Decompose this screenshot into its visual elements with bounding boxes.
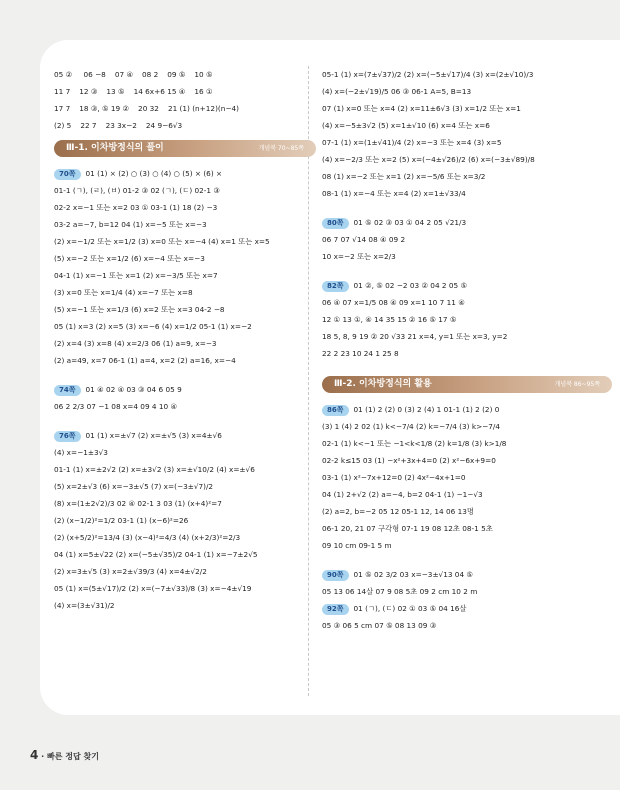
answer-line [54, 335, 316, 352]
answer-text: (4) x=(3±√31)/2 [54, 601, 115, 610]
answer-row [54, 83, 316, 100]
answer-text: (3) 1 (4) 2 02 (1) k<−7/4 (2) k=−7/4 (3) k>−7/4 [322, 422, 501, 431]
answer-line: 08-1 (1) x=−4 또는 x=4 (2) x=1±√33/4 [322, 189, 466, 198]
answer-line [322, 520, 612, 537]
answer-text: 04 (1) 2+√2 (2) a=−4, b=2 04-1 (1) −1−√3 [322, 490, 483, 499]
answer-item: 24 9−6√3 [145, 121, 183, 130]
answer-line [54, 529, 316, 546]
answer-sheet [40, 40, 620, 715]
answer-line [54, 182, 316, 199]
answer-line: 05-1 (1) x=(7±√37)/2 (2) x=(−5±√17)/4 (3) x=(2±√10)/3 [322, 70, 534, 79]
answer-text: 01 ⑤ 02 ③ 03 ① 04 2 05 √21/3 [353, 218, 467, 227]
answer-item: 17 7 [54, 104, 71, 113]
answer-line [54, 398, 316, 415]
answer-item: 12 ③ [79, 87, 98, 96]
answer-text: (8) x=(1±2√2)/3 02 ④ 02-1 3 03 (1) (x+4)²=7 [54, 499, 222, 508]
answer-text: 06 ④ 07 x=1/5 08 ④ 09 x=1 10 7 11 ④ [322, 298, 465, 307]
answer-item: 16 ① [194, 87, 213, 96]
answer-line: (4) x=(−2±√19)/5 06 ③ 06-1 A=5, B=13 [322, 87, 472, 96]
answer-line [54, 597, 316, 614]
answer-text: 10 x=−2 또는 x=2/3 [322, 252, 396, 261]
answer-text: 18 5, 8, 9 19 ② 20 √33 21 x=4, y=1 또는 x=3, y=2 [322, 332, 508, 341]
answer-text: 09 10 cm 09-1 5 m [322, 541, 392, 550]
answer-line [322, 600, 612, 617]
answer-line: (4) x=−2/3 또는 x=2 (5) x=(−4±√26)/2 (6) x=(−3±√89)/8 [322, 155, 535, 164]
answer-text: 05 13 06 14살 07 9 08 5초 09 2 cm 10 2 m [322, 587, 478, 596]
answer-item: 11 7 [54, 87, 71, 96]
answer-line: 08 (1) x=−2 또는 x=1 (2) x=−5/6 또는 x=3/2 [322, 172, 486, 181]
answer-text: 02-2 x=−1 또는 x=2 03 ① 03-1 (1) 18 (2) −3 [54, 203, 218, 212]
page-tag: 70쪽 [54, 169, 81, 180]
answer-item: 07 ④ [114, 70, 133, 79]
page-90-block [322, 566, 612, 600]
page-tag: 90쪽 [322, 570, 349, 581]
answer-text: 04 (1) x=5±√22 (2) x=(−5±√35)/2 04-1 (1) x=−7±2√5 [54, 550, 258, 559]
answer-text: 05 (1) x=3 (2) x=5 (3) x=−6 (4) x=1/2 05-1 (1) x=−2 [54, 322, 252, 331]
answer-line [322, 503, 612, 520]
page-76-block [54, 427, 316, 614]
answer-item: (2) 5 [54, 121, 72, 130]
answer-line [322, 617, 612, 634]
answer-line [54, 512, 316, 529]
answer-line [322, 486, 612, 503]
answer-text: 01 ②, ⑤ 02 −2 03 ② 04 2 05 ⑤ [353, 281, 468, 290]
answer-item: 20 32 [138, 104, 159, 113]
answer-text: 01 (1) x=±√7 (2) x=±√5 (3) x=4±√6 [85, 431, 222, 440]
answer-item: 09 ⑤ [167, 70, 186, 79]
answer-text: 04-1 (1) x=−1 또는 x=1 (2) x=−3/5 또는 x=7 [54, 271, 218, 280]
answer-item: 10 ⑤ [194, 70, 213, 79]
answer-line [54, 250, 316, 267]
answer-line [54, 478, 316, 495]
answer-line [322, 418, 612, 435]
answer-line [54, 444, 316, 461]
answer-line [322, 214, 612, 231]
answer-item: 18 ③, ⑤ 19 ② [79, 104, 130, 113]
page-86-block [322, 401, 612, 554]
answer-text: 01 (1) × (2) ○ (3) ○ (4) ○ (5) × (6) × [85, 169, 223, 178]
answer-line: 07 (1) x=0 또는 x=4 (2) x=11±6√3 (3) x=1/2 또는 x=1 [322, 104, 521, 113]
answer-line [322, 469, 612, 486]
answer-text: 01 ⑤ 02 3/2 03 x=−3±√13 04 ⑤ [353, 570, 473, 579]
answer-text: (5) x=2±√3 (6) x=−3±√5 (7) x=(−3±√7)/2 [54, 482, 214, 491]
answer-item: 08 2 [142, 70, 159, 79]
section-header-quadratic-application [322, 376, 612, 393]
answer-line [54, 381, 316, 398]
answer-text: 12 ① 13 ①, ④ 14 35 15 ② 16 ⑤ 17 ⑤ [322, 315, 457, 324]
answer-line [54, 233, 316, 250]
answer-text: 01-1 (ㄱ), (ㄹ), (ㅂ) 01-2 ③ 02 (ㄱ), (ㄷ) 02-1 ③ [54, 186, 220, 195]
answer-line [54, 580, 316, 597]
page-80-block [322, 214, 612, 265]
right-column [322, 66, 612, 634]
answer-row [54, 100, 316, 117]
page-tag: 92쪽 [322, 604, 349, 615]
answer-line: (4) x=−5±3√2 (5) x=1±√10 (6) x=4 또는 x=6 [322, 121, 490, 130]
answer-row [54, 117, 316, 134]
answer-line [54, 318, 316, 335]
answer-line [54, 165, 316, 182]
answer-line [322, 583, 612, 600]
answer-line [322, 537, 612, 554]
answer-text: (5) x=−2 또는 x=1/2 (6) x=−4 또는 x=−3 [54, 254, 205, 263]
answer-line [322, 294, 612, 311]
previous-answers-block [54, 66, 316, 134]
answer-text: 05 ③ 06 5 cm 07 ⑤ 08 13 09 ③ [322, 621, 437, 630]
page-74-block [54, 381, 316, 415]
answer-line [54, 301, 316, 318]
answer-text: (2) x=4 (3) x=8 (4) x=2/3 06 (1) a=9, x=−3 [54, 339, 217, 348]
answer-line [322, 311, 612, 328]
answer-text: (2) x=3±√5 (3) x=2±√39/3 (4) x=4±√2/2 [54, 567, 207, 576]
answer-item: 23 3x−2 [105, 121, 137, 130]
answer-text: 02-1 (1) k<−1 또는 −1<k<1/8 (2) k=1/8 (3) k>1/8 [322, 439, 507, 448]
answer-item: 06 −8 [83, 70, 106, 79]
answer-line [322, 452, 612, 469]
answer-line [322, 435, 612, 452]
page-tag: 80쪽 [322, 218, 349, 229]
answer-text: 01 (ㄱ), (ㄷ) 02 ① 03 ⑤ 04 16살 [353, 604, 467, 613]
answer-text: (2) a=2, b=−2 05 12 05-1 12, 14 06 13명 [322, 507, 474, 516]
answer-text: 03-1 (1) x²−7x+12=0 (2) 4x²−4x+1=0 [322, 473, 466, 482]
answer-line [322, 345, 612, 362]
answer-line: 07-1 (1) x=(1±√41)/4 (2) x=−3 또는 x=4 (3) x=5 [322, 138, 502, 147]
page-tag: 76쪽 [54, 431, 81, 442]
answer-line [54, 546, 316, 563]
answer-line [322, 277, 612, 294]
answer-line [54, 267, 316, 284]
answer-line [54, 563, 316, 580]
page-tag: 74쪽 [54, 385, 81, 396]
answer-text: 06 2 2/3 07 −1 08 x=4 09 4 10 ④ [54, 402, 178, 411]
answer-item: 14 6x+6 15 ④ [133, 87, 186, 96]
section-reference: 개념북 70~85쪽 [258, 145, 304, 152]
answer-item: 13 ⑤ [106, 87, 125, 96]
answer-text: 03-2 a=−7, b=12 04 (1) x=−5 또는 x=−3 [54, 220, 207, 229]
answer-line [322, 566, 612, 583]
page-70-block [54, 165, 316, 369]
answer-text: 01 ④ 02 ④ 03 ③ 04 6 05 9 [85, 385, 182, 394]
answer-text: (4) x=−1±3√3 [54, 448, 108, 457]
left-column [54, 66, 316, 614]
answer-text: 01-1 (1) x=±2√2 (2) x=±3√2 (3) x=±√10/2 (4) x=±√6 [54, 465, 255, 474]
answer-text: (2) a=49, x=7 06-1 (1) a=4, x=2 (2) a=16, x=−4 [54, 356, 236, 365]
answer-text: 02-2 k≤15 03 (1) −x²+3x+4=0 (2) x²−6x+9=0 [322, 456, 496, 465]
answer-line [322, 231, 612, 248]
answer-item: 21 (1) (n+12)(n−4) [167, 104, 239, 113]
answer-item: 05 ② [54, 70, 75, 79]
answer-row [54, 66, 316, 83]
answer-text: (2) x=−1/2 또는 x=1/2 (3) x=0 또는 x=−4 (4) x=1 또는 x=5 [54, 237, 270, 246]
page-92-block [322, 600, 612, 634]
page-76-continued-block [322, 66, 612, 202]
page-number: 4 [30, 748, 39, 762]
answer-line [54, 461, 316, 478]
page-tag: 86쪽 [322, 405, 349, 416]
section-title: Ⅲ-1. 이차방정식의 풀이 [66, 143, 164, 153]
answer-line [322, 248, 612, 265]
answer-line [54, 427, 316, 444]
answer-text: (5) x=−1 또는 x=1/3 (6) x=2 또는 x=3 04-2 −8 [54, 305, 225, 314]
answer-text: (3) x=0 또는 x=1/4 (4) x=−7 또는 x=8 [54, 288, 193, 297]
answer-item: 22 7 [80, 121, 97, 130]
answer-line [54, 352, 316, 369]
answer-text: 06-1 20, 21 07 구각형 07-1 19 08 12초 08-1 5초 [322, 524, 493, 533]
page-82-block [322, 277, 612, 362]
answer-line [54, 495, 316, 512]
answer-line [322, 401, 612, 418]
page-tag: 82쪽 [322, 281, 349, 292]
section-title: Ⅲ-2. 이차방정식의 활용 [334, 379, 432, 389]
answer-text: 01 (1) 2 (2) 0 (3) 2 (4) 1 01-1 (1) 2 (2) 0 [353, 405, 500, 414]
answer-line [54, 199, 316, 216]
page-footer [30, 748, 99, 762]
answer-line [322, 328, 612, 345]
section-header-quadratic-solving [54, 140, 316, 157]
section-reference: 개념북 86~95쪽 [554, 381, 600, 388]
answer-text: (2) (x−1/2)²=1/2 03-1 (1) (x−6)²=26 [54, 516, 189, 525]
answer-line [54, 216, 316, 233]
answer-text: 05 (1) x=(5±√17)/2 (2) x=(−7±√33)/8 (3) x=−4±√19 [54, 584, 252, 593]
answer-text: 06 7 07 √14 08 ④ 09 2 [322, 235, 406, 244]
answer-text: 22 2 23 10 24 1 25 8 [322, 349, 399, 358]
answer-text: (2) (x+5/2)²=13/4 (3) (x−4)²=4/3 (4) (x+2/3)²=2/3 [54, 533, 241, 542]
footer-title: · 빠른 정답 찾기 [41, 752, 99, 761]
answer-line [54, 284, 316, 301]
